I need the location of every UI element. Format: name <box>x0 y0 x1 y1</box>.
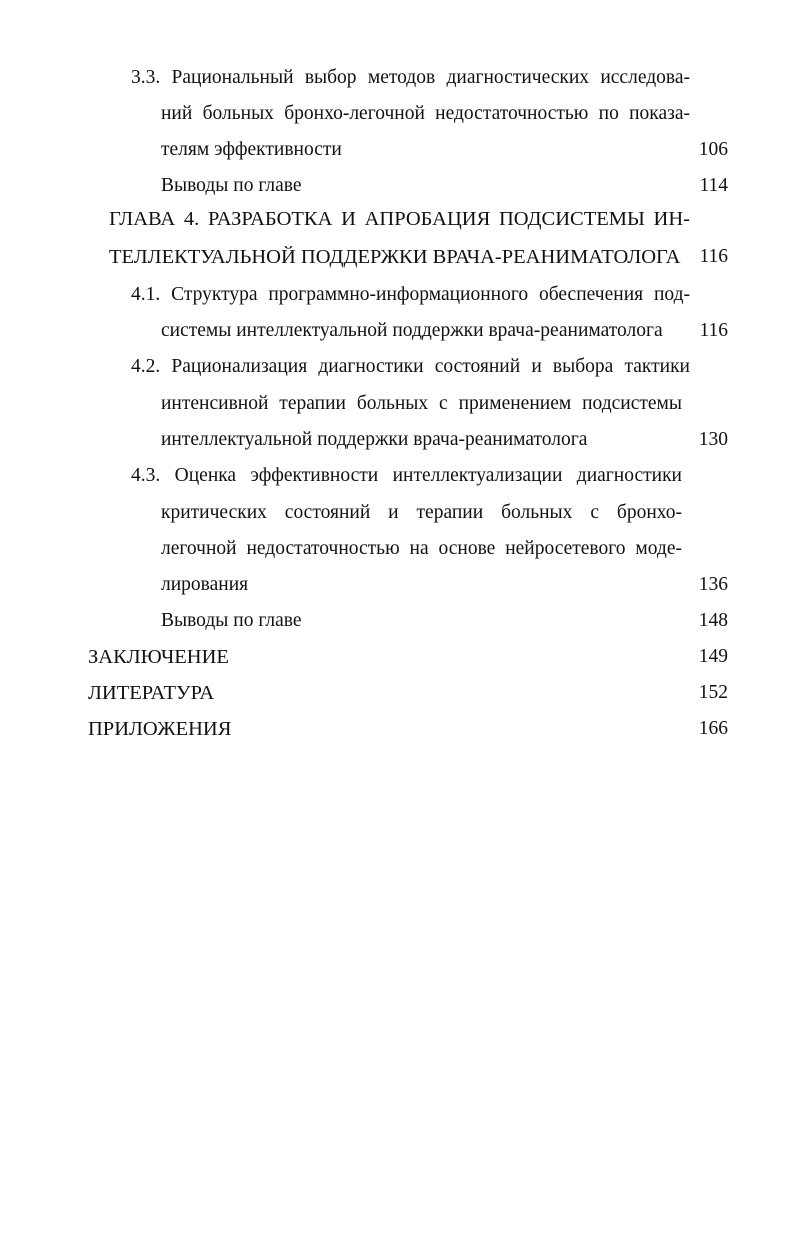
toc-entry-text: ПРИЛОЖЕНИЯ <box>88 718 232 740</box>
toc-entry-text: 4.1. Структура программно-информационного обеспечения под- <box>131 284 690 305</box>
toc-entry-text: лирования <box>161 574 249 595</box>
toc-entry-text: 3.3. Рациональный выбор методов диагностических исследова- <box>131 67 690 88</box>
toc-entry-text: интенсивной терапии больных с применением подсистемы <box>161 393 682 414</box>
toc-entry-text: ГЛАВА 4. РАЗРАБОТКА И АПРОБАЦИЯ ПОДСИСТЕМЫ ИН- <box>109 208 690 230</box>
toc-entry-text: ЗАКЛЮЧЕНИЕ <box>88 646 229 668</box>
page-number: 114 <box>699 175 728 196</box>
toc-entry-text: системы интеллектуальной поддержки врача-реаниматолога <box>161 320 663 341</box>
toc-entry-text: Выводы по главе <box>161 175 302 196</box>
page-number: 166 <box>698 718 728 739</box>
toc-entry-text: ний больных бронхо-легочной недостаточностью по показа- <box>161 103 690 124</box>
toc-entry-text: 4.3. Оценка эффективности интеллектуализации диагностики <box>131 465 682 486</box>
page-number: 136 <box>698 574 728 595</box>
page-number: 106 <box>698 139 728 160</box>
toc-entry-text: легочной недостаточностью на основе нейросетевого моде- <box>161 538 682 559</box>
toc-entry-text: интеллектуальной поддержки врача-реаниматолога <box>161 429 588 450</box>
page-number: 149 <box>698 646 728 667</box>
page-number: 130 <box>698 429 728 450</box>
page-number: 116 <box>699 246 728 267</box>
page-number: 148 <box>698 610 728 631</box>
page-number: 116 <box>699 320 728 341</box>
toc-entry-text: ТЕЛЛЕКТУАЛЬНОЙ ПОДДЕРЖКИ ВРАЧА-РЕАНИМАТОЛОГА <box>109 246 681 268</box>
toc-entry-text: Выводы по главе <box>161 610 302 631</box>
toc-entry-text: 4.2. Рационализация диагностики состояний и выбора тактики <box>131 356 690 377</box>
toc-entry-text: телям эффективности <box>161 139 342 160</box>
toc-entry-text: ЛИТЕРАТУРА <box>88 682 215 704</box>
page-number: 152 <box>698 682 728 703</box>
toc-entry-text: критических состояний и терапии больных с бронхо- <box>161 502 682 523</box>
